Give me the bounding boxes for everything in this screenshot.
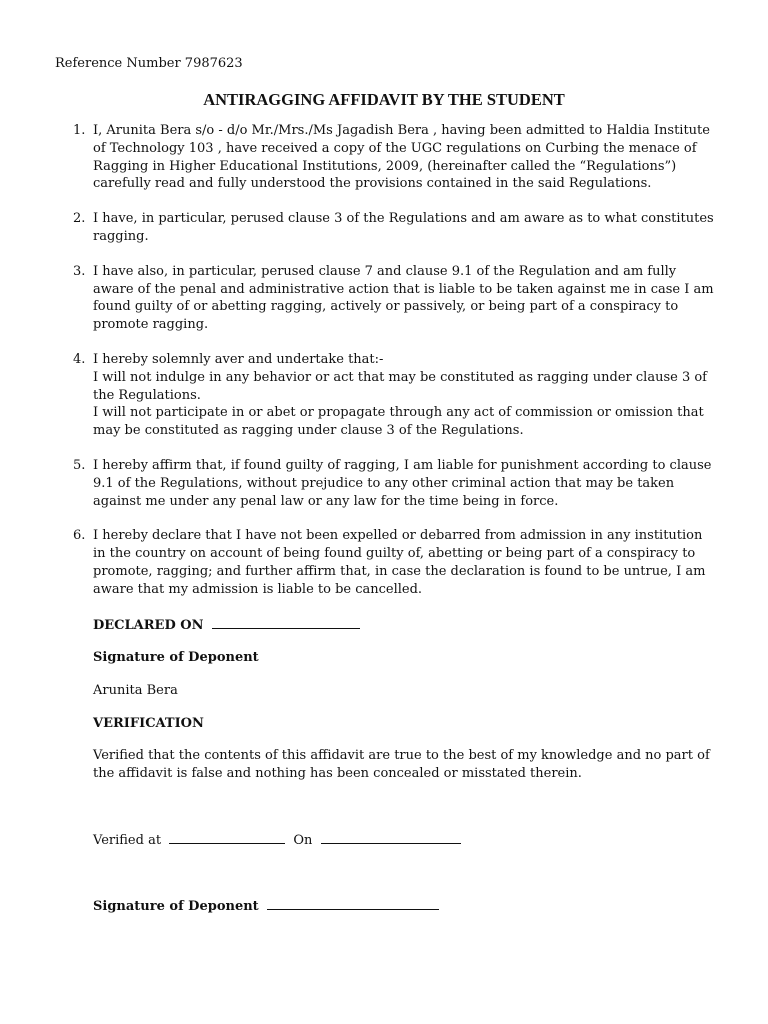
deponent-name: Arunita Bera	[93, 683, 178, 698]
on-label: On	[293, 833, 313, 848]
clause-number: 3.	[73, 263, 86, 279]
undertaking-1: I will not indulge in any behavior or act that may be constituted as ragging under clause 3 of the Regulations.	[93, 369, 707, 403]
clause-1	[0, 122, 768, 193]
clause-5	[0, 457, 768, 510]
verified-at-blank[interactable]	[169, 831, 285, 844]
clause-6	[0, 527, 768, 598]
clause-text: I hereby declare that I have not been expelled or debarred from admission in any institution in the country on account of being found guilty of, abetting or being part of a conspiracy to promote, ragging; and further affirm that, in case the declaration is found to be untrue, I am aware that my admission is liable to be cancelled.	[93, 528, 706, 597]
clause-text: I, Arunita Bera s/o - d/o Mr./Mrs./Ms Jagadish Bera , having been admitted to Haldia Institute of Technology 103 , have received a copy of the UGC regulations on Curbing the menace of Ragging in Higher Educational Institutions, 2009, (hereinafter called the “Regulations”) carefully read and fully understood the provisions contained in the said Regulations.	[93, 123, 710, 192]
clause-number: 2.	[73, 211, 86, 227]
verification-heading: VERIFICATION	[93, 716, 204, 731]
affidavit-clauses	[0, 122, 768, 616]
clause-number: 4.	[73, 351, 86, 367]
undertaking-2: I will not participate in or abet or propagate through any act of commission or omission that may be constituted as ragging under clause 3 of the Regulations.	[93, 405, 704, 439]
reference-number: Reference Number 7987623	[55, 56, 243, 71]
final-signature-row	[93, 897, 439, 916]
clause-number: 5.	[73, 457, 86, 473]
document-title: ANTIRAGGING AFFIDAVIT BY THE STUDENT	[203, 90, 565, 109]
declared-on-row	[93, 616, 360, 635]
clause-number: 1.	[73, 123, 86, 138]
clause-text: I have also, in particular, perused clause 7 and clause 9.1 of the Regulation and am fully aware of the penal and administrative action that is liable to be taken against me in case I am found guilty of or abetting ragging, actively or passively, or being part of a conspiracy to promote ragging.	[93, 263, 714, 333]
final-signature-blank[interactable]	[267, 897, 439, 910]
verified-at-label: Verified at	[93, 833, 162, 848]
clause-4	[0, 351, 768, 440]
on-date-blank[interactable]	[321, 831, 461, 844]
clause-intro: I hereby solemnly aver and undertake that:-	[93, 351, 384, 367]
final-signature-label: Signature of Deponent	[93, 899, 259, 914]
clause-number: 6.	[73, 528, 86, 544]
declared-on-blank[interactable]	[212, 616, 360, 629]
verified-at-row	[93, 831, 461, 850]
clause-3	[0, 263, 768, 334]
clause-2	[0, 210, 768, 246]
verification-text: Verified that the contents of this affidavit are true to the best of my knowledge and no part of the affidavit is false and nothing has been concealed or misstated therein.	[93, 748, 710, 781]
clause-text: I have, in particular, perused clause 3 of the Regulations and am aware as to what constitutes ragging.	[93, 211, 714, 244]
signature-label: Signature of Deponent	[93, 650, 259, 665]
clause-text: I hereby affirm that, if found guilty of ragging, I am liable for punishment according to clause 9.1 of the Regulations, without prejudice to any other criminal action that may be taken against me under any penal law or any law for the time being in force.	[93, 457, 712, 509]
declared-on-label: DECLARED ON	[93, 618, 204, 633]
